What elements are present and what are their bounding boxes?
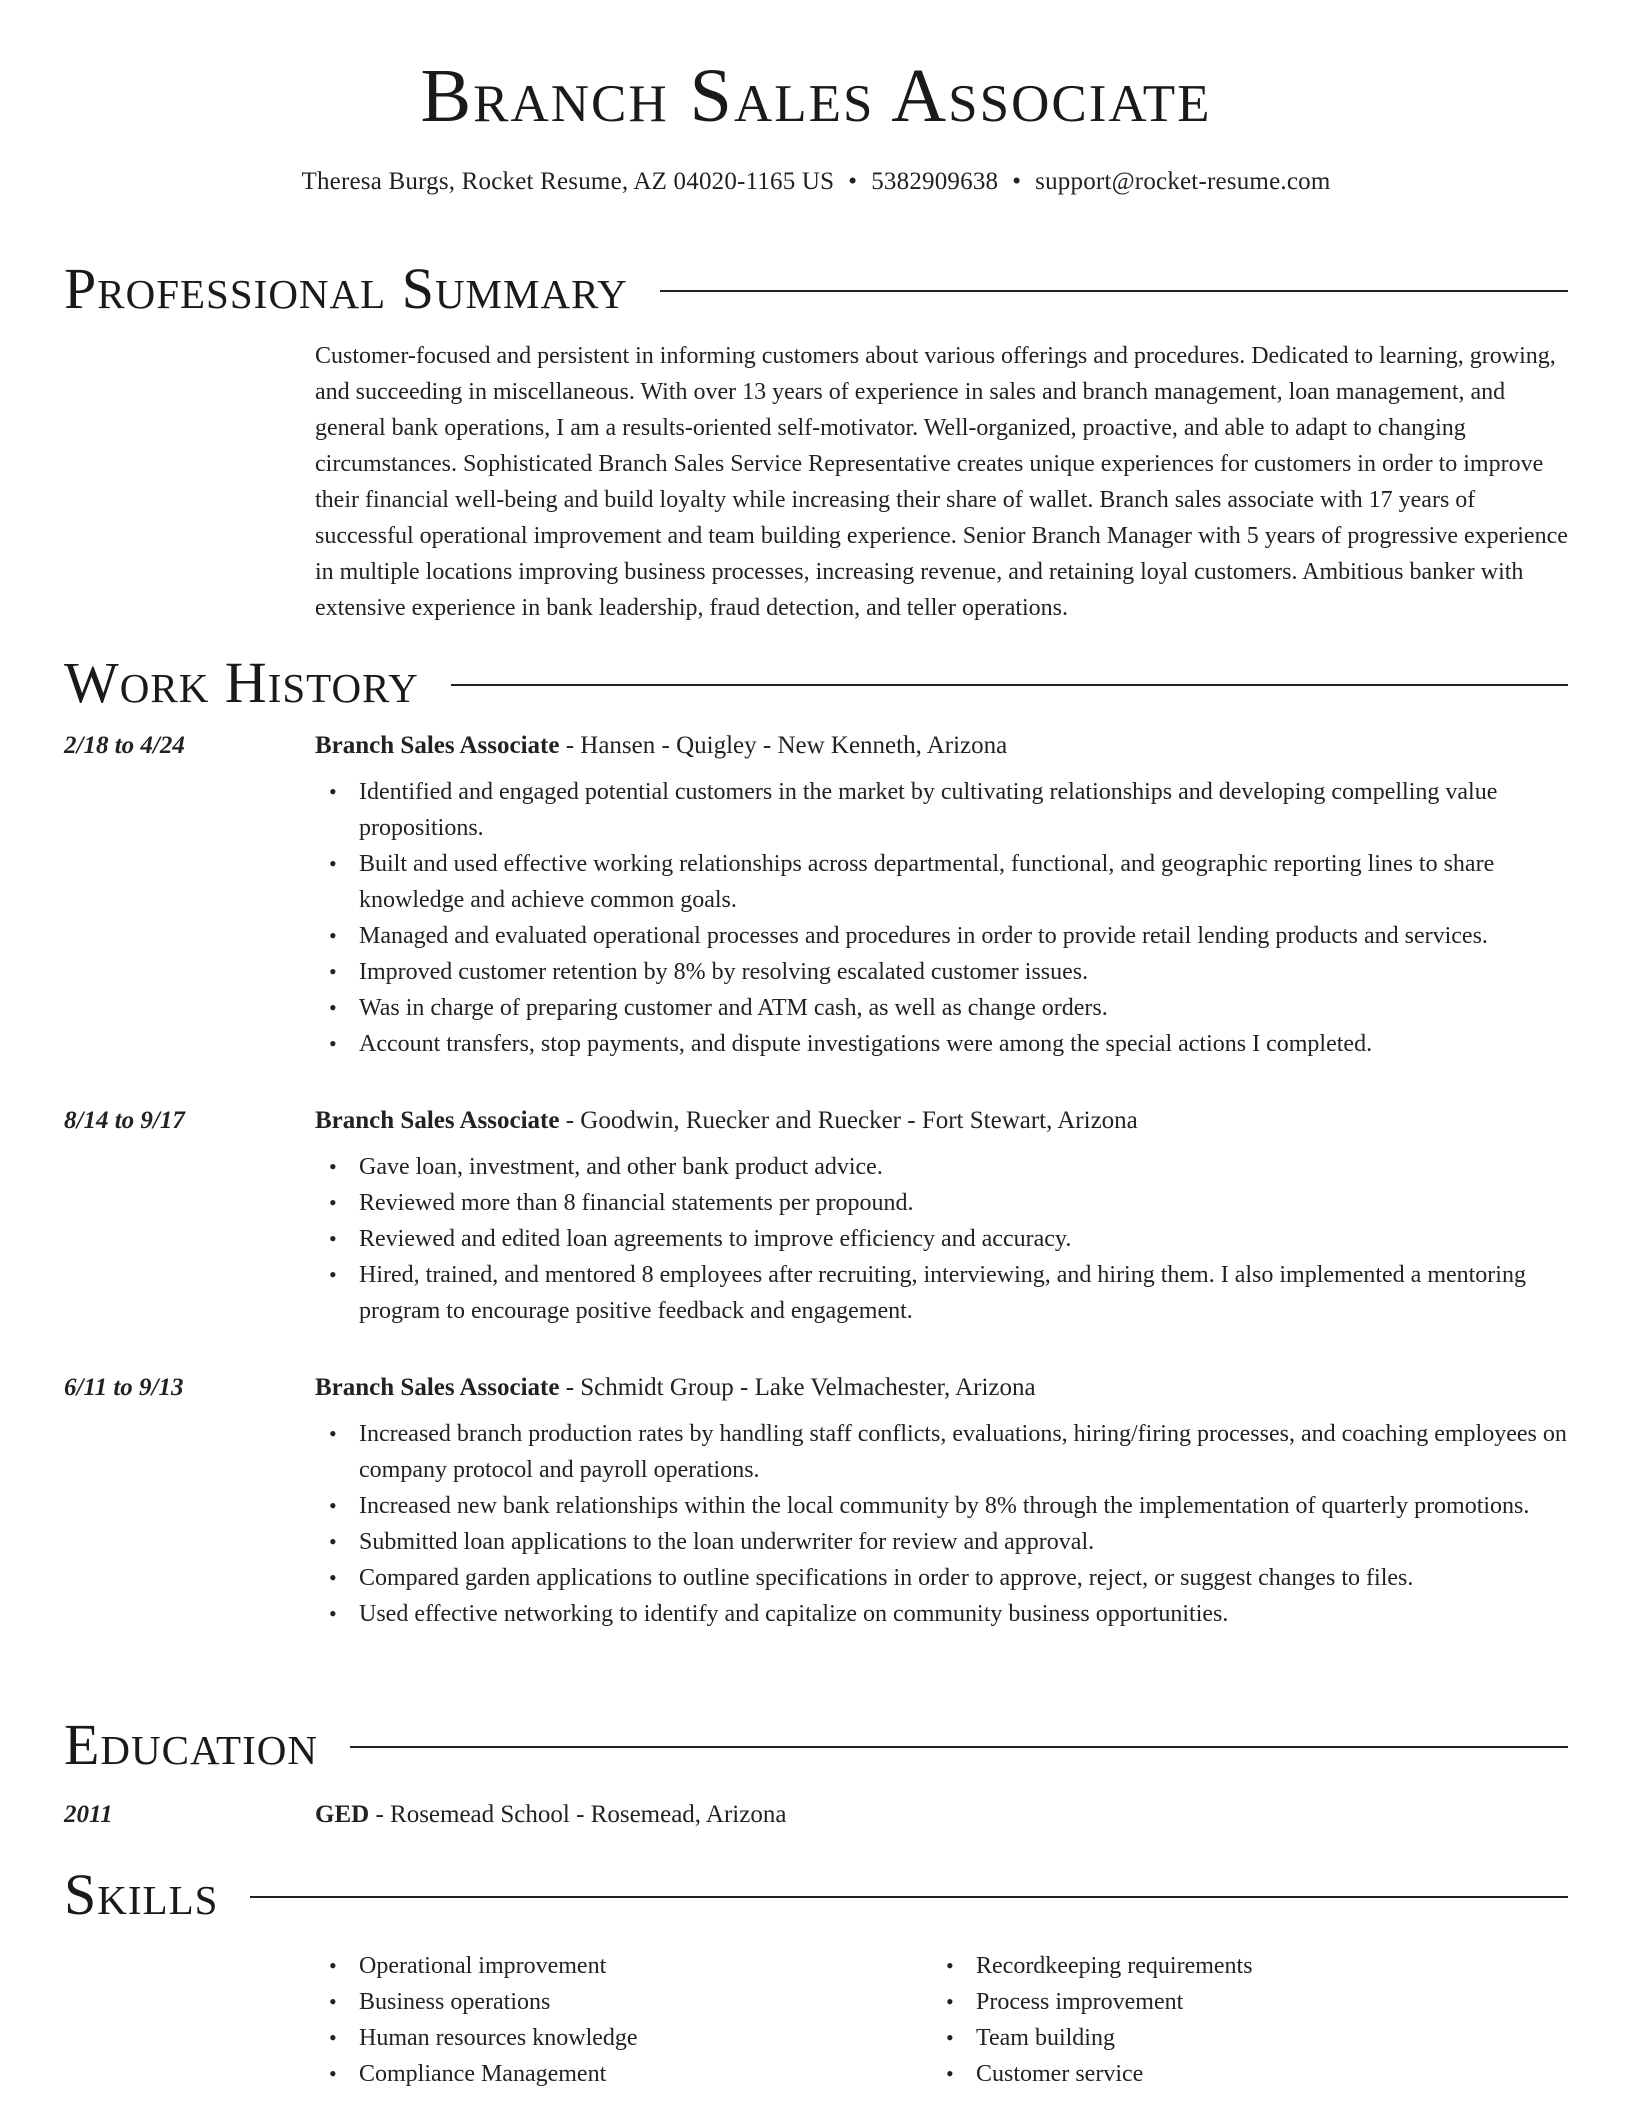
skill-item: • Business operations xyxy=(359,1984,932,2020)
job-bullet: • Compared garden applications to outline specifications in order to approve, reject, or suggest changes to files. xyxy=(359,1560,1574,1596)
job-entry xyxy=(64,732,1574,1062)
section-divider xyxy=(250,1896,1568,1898)
skill-item: • Team building xyxy=(976,2020,1253,2056)
summary-text: Customer-focused and persistent in informing customers about various offerings and procedures. Dedicated to learning, growing, and succeeding in miscellaneous. With over 13 years of experience in sales and branch management, loan management, and general bank operations, I am a results-oriented self-motivator. Well-organized, proactive, and able to adapt to changing circumstances. Sophisticated Branch Sales Service Representative creates unique experiences for customers in order to improve their financial well-being and build loyalty while increasing their share of wallet. Branch sales associate with 17 years of successful operational improvement and team building experience. Senior Branch Manager with 5 years of progressive experience in multiple locations improving business processes, increasing revenue, and retaining loyal customers. Ambitious banker with extensive experience in bank leadership, fraud detection, and teller operations. xyxy=(315,343,1568,621)
job-details: - Schmidt Group - Lake Velmachester, Arizona xyxy=(559,1374,1036,1401)
section-heading-summary: Professional Summary xyxy=(64,256,628,321)
job-bullet: • Submitted loan applications to the loan underwriter for review and approval. xyxy=(359,1524,1574,1560)
skill-item: • Human resources knowledge xyxy=(359,2020,932,2056)
education-row xyxy=(64,1801,1574,1829)
job-title-line xyxy=(315,1374,1036,1402)
skill-item: • Compliance Management xyxy=(359,2056,932,2092)
job-bullet: • Increased new bank relationships within the local community by 8% through the implementation of quarterly promotions. xyxy=(359,1488,1574,1524)
resume-header xyxy=(0,54,1632,196)
skills-column xyxy=(315,1948,932,2092)
job-bullets xyxy=(315,1416,1574,1632)
job-header xyxy=(64,732,1574,760)
education-line xyxy=(315,1801,786,1829)
contact-phone: 5382909638 xyxy=(871,168,999,195)
job-bullet: • Identified and engaged potential customers in the market by cultivating relationships and developing compelling value propositions. xyxy=(359,774,1574,846)
section-divider xyxy=(451,684,1568,686)
job-bullet: • Reviewed more than 8 financial statements per propound. xyxy=(359,1185,1574,1221)
contact-email: support@rocket-resume.com xyxy=(1035,168,1331,195)
job-header xyxy=(64,1107,1574,1135)
job-dates: 6/11 to 9/13 xyxy=(64,1374,184,1401)
skill-item: • Process improvement xyxy=(976,1984,1253,2020)
skills-column xyxy=(932,1948,1253,2092)
section-heading-skills: Skills xyxy=(64,1862,219,1927)
job-bullet: • Managed and evaluated operational processes and procedures in order to provide retail lending products and services. xyxy=(359,918,1574,954)
job-bullet: • Gave loan, investment, and other bank product advice. xyxy=(359,1149,1574,1185)
job-entry xyxy=(64,1374,1574,1632)
education-details: - Rosemead School - Rosemead, Arizona xyxy=(369,1801,787,1828)
contact-separator: • xyxy=(848,168,858,195)
section-heading-education: Education xyxy=(64,1712,318,1777)
job-details: - Hansen - Quigley - New Kenneth, Arizona xyxy=(559,732,1008,759)
contact-line xyxy=(0,168,1632,196)
education-degree: GED xyxy=(315,1801,370,1828)
skills-section-header xyxy=(64,1862,1568,1927)
job-header xyxy=(64,1374,1574,1402)
education-year: 2011 xyxy=(64,1801,113,1828)
job-dates: 8/14 to 9/17 xyxy=(64,1107,185,1134)
job-details: - Goodwin, Ruecker and Ruecker - Fort Stewart, Arizona xyxy=(559,1107,1138,1134)
job-title: Branch Sales Associate xyxy=(315,732,560,759)
summary-section-header xyxy=(64,256,1568,321)
job-bullet: • Used effective networking to identify and capitalize on community business opportunities. xyxy=(359,1596,1574,1632)
job-bullet: • Account transfers, stop payments, and dispute investigations were among the special actions I completed. xyxy=(359,1026,1574,1062)
job-title-line xyxy=(315,1107,1138,1135)
section-divider xyxy=(350,1746,1568,1748)
work-section-header xyxy=(64,650,1568,715)
education-entry xyxy=(64,1801,1574,1829)
job-entry xyxy=(64,1107,1574,1329)
job-title: Branch Sales Associate xyxy=(315,1107,560,1134)
section-divider xyxy=(660,290,1568,292)
job-bullet: • Built and used effective working relationships across departmental, functional, and geographic reporting lines to share knowledge and achieve common goals. xyxy=(359,846,1574,918)
job-bullet: • Was in charge of preparing customer and ATM cash, as well as change orders. xyxy=(359,990,1574,1026)
skill-item: • Operational improvement xyxy=(359,1948,932,1984)
job-bullet: • Increased branch production rates by handling staff conflicts, evaluations, hiring/firing processes, and coaching employees on company protocol and payroll operations. xyxy=(359,1416,1574,1488)
job-bullet: • Reviewed and edited loan agreements to improve efficiency and accuracy. xyxy=(359,1221,1574,1257)
skill-item: • Recordkeeping requirements xyxy=(976,1948,1253,1984)
skills-list xyxy=(315,1948,1575,2092)
section-heading-work: Work History xyxy=(64,650,419,715)
contact-address: Theresa Burgs, Rocket Resume, AZ 04020-1165 US xyxy=(301,168,835,195)
education-section-header xyxy=(64,1712,1568,1777)
job-dates: 2/18 to 4/24 xyxy=(64,732,185,759)
job-title-line xyxy=(315,732,1007,760)
job-title: Branch Sales Associate xyxy=(315,1374,560,1401)
job-bullet: • Improved customer retention by 8% by resolving escalated customer issues. xyxy=(359,954,1574,990)
skill-item: • Customer service xyxy=(976,2056,1253,2092)
job-bullet: • Hired, trained, and mentored 8 employees after recruiting, interviewing, and hiring them. I also implemented a mentoring program to encourage positive feedback and engagement. xyxy=(359,1257,1574,1329)
job-bullets xyxy=(315,774,1574,1062)
job-bullets xyxy=(315,1149,1574,1329)
contact-separator: • xyxy=(1012,168,1022,195)
resume-title: Branch Sales Associate xyxy=(420,54,1212,138)
